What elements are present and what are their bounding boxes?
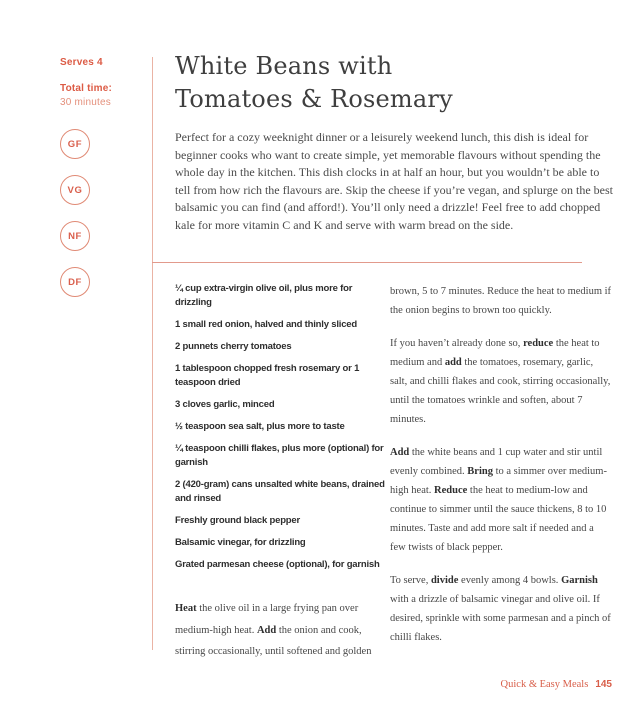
ingredients-column [175,282,387,663]
ingredient-item: 1 tablespoon chopped fresh rosemary or 1 teaspoon dried [175,363,360,388]
total-time-value: 30 minutes [60,97,111,108]
ingredient-item: Balsamic vinegar, for drizzling [175,537,306,548]
instruction-paragraph: If you haven’t already done so, reduce the heat to medium and add the tomatoes, rosemary, garlic, salt, and chilli flakes and cook, stirring occasionally, until the tomatoes wrinkle and soften, about 7 minutes. [390,338,611,425]
instructions-column [390,282,612,663]
ingredient-item: ¼ cup extra-virgin olive oil, plus more for drizzling [175,283,353,308]
diet-badge-gf: GF [60,129,90,159]
diet-badge-vg: VG [60,175,90,205]
diet-badges [60,129,150,297]
ingredient-item: 3 cloves garlic, minced [175,399,275,410]
ingredient-item: ¼ teaspoon chilli flakes, plus more (optional) for garnish [175,443,384,468]
instruction-paragraph: To serve, divide evenly among 4 bowls. Garnish with a drizzle of balsamic vinegar and olive oil. If desired, sprinkle with some parmesan and a pinch of chilli flakes. [390,575,611,643]
recipe-meta-sidebar [60,57,150,313]
recipe-title-line1: White Beans with [175,52,393,80]
ingredient-item: 1 small red onion, halved and thinly sliced [175,319,357,330]
diet-badge-df: DF [60,267,90,297]
recipe-title [175,50,615,116]
ingredients-list [175,282,387,572]
instruction-paragraph: Heat the olive oil in a large frying pan over medium-high heat. Add the onion and cook, stirring occasionally, until softened and golden [175,603,372,657]
chapter-title: Quick & Easy Meals [500,679,589,690]
section-divider [152,262,582,263]
serves-label: Serves 4 [60,57,103,68]
ingredient-item: ½ teaspoon sea salt, plus more to taste [175,421,345,432]
instruction-paragraph: brown, 5 to 7 minutes. Reduce the heat to medium if the onion begins to brown too quickly. [390,286,612,316]
diet-badge-nf: NF [60,221,90,251]
ingredient-item: 2 punnets cherry tomatoes [175,341,292,352]
page-footer [501,679,612,690]
recipe-title-line2: Tomatoes & Rosemary [175,85,453,113]
instruction-paragraph: Add the white beans and 1 cup water and stir until evenly combined. Bring to a simmer over medium-high heat. Reduce the heat to medium-low and continue to simmer until the sauce thickens, 8 to 10 minutes. Taste and add more salt if needed and a few twists of black pepper. [390,447,607,553]
recipe-body [175,282,612,663]
total-time-label: Total time: [60,83,113,94]
ingredient-item: Freshly ground black pepper [175,515,300,526]
vertical-divider [152,57,153,650]
ingredient-item: 2 (420-gram) cans unsalted white beans, drained and rinsed [175,479,385,504]
page-number: 145 [595,679,612,690]
ingredient-item: Grated parmesan cheese (optional), for garnish [175,559,380,570]
instructions-left [175,598,387,663]
recipe-intro: Perfect for a cozy weeknight dinner or a leisurely weekend lunch, this dish is ideal for beginner cooks who want to create simple, yet memorable flavours without spending the whole day in the kitchen. This dish clocks in at half an hour, but you wouldn’t be able to tell from how rich the flavours are. Skip the cheese if you’re vegan, and splurge on the best balsamic you can find (and afford!). You’ll only need a drizzle! Feel free to add chopped kale for more vitamin C and K and serve with warm bread on the side. [175,130,613,232]
